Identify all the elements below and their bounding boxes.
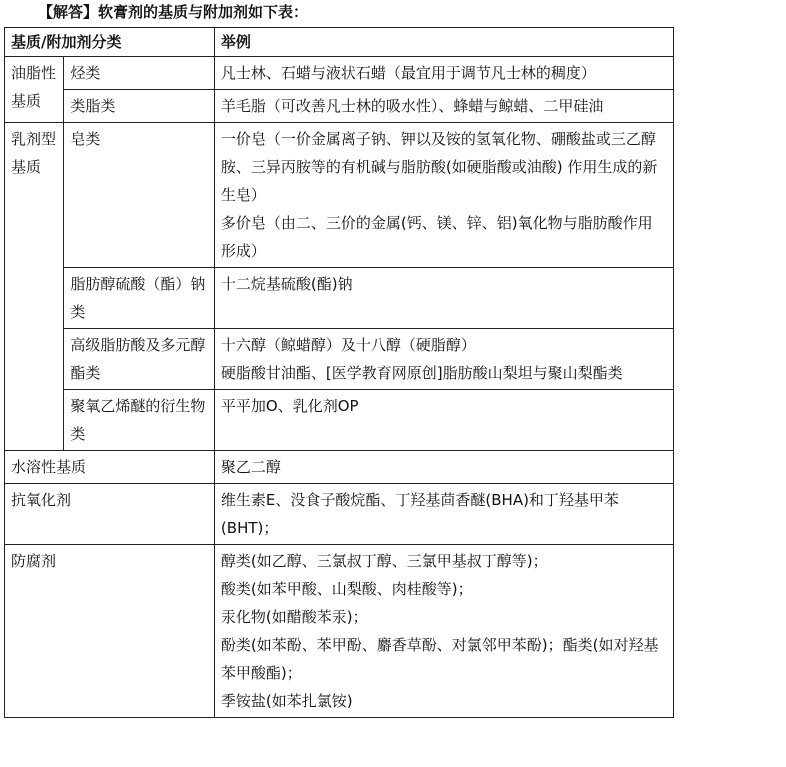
table-row — [5, 545, 674, 718]
example-text: 维生素E、没食子酸烷酯、丁羟基茴香醚(BHA)和丁羟基甲苯(BHT)； — [220, 491, 619, 537]
examples-cell — [214, 545, 673, 718]
table-row — [5, 90, 674, 123]
table-row — [5, 57, 674, 90]
category-cell: 油脂性基质 — [5, 57, 64, 123]
header-examples: 举例 — [214, 28, 673, 57]
category-cell: 防腐剂 — [5, 545, 215, 718]
example-text: 十六醇（鲸蜡醇）及十八醇（硬脂醇） — [220, 336, 476, 354]
subcategory-cell: 类脂类 — [64, 90, 215, 123]
examples-cell — [214, 90, 673, 123]
examples-cell — [214, 329, 673, 390]
example-text: 季铵盐(如苯扎氯铵) — [220, 692, 353, 710]
table-row — [5, 451, 674, 484]
table-row — [5, 123, 674, 268]
example-text: 平平加O、乳化剂OP — [220, 397, 359, 415]
examples-cell — [214, 484, 673, 545]
page-heading: 【解答】软膏剂的基质与附加剂如下表： — [38, 3, 309, 21]
category-cell: 抗氧化剂 — [5, 484, 215, 545]
table-row — [5, 268, 674, 329]
example-text: 酚类(如苯酚、苯甲酚、麝香草酚、对氯邻甲苯酚)；酯类(如对羟基苯甲酸酯)； — [220, 636, 659, 682]
example-text: 多价皂（由二、三价的金属(钙、镁、锌、铝)氧化物与脂肪酸作用形成） — [220, 214, 653, 260]
subcategory-cell: 脂肪醇硫酸（酯）钠类 — [64, 268, 215, 329]
examples-cell — [214, 268, 673, 329]
category-cell: 乳剂型基质 — [5, 123, 64, 451]
example-text: 聚乙二醇 — [220, 458, 281, 476]
examples-cell — [214, 390, 673, 451]
example-text: 羊毛脂（可改善凡士林的吸水性）、蜂蜡与鲸蜡、二甲硅油 — [220, 97, 604, 115]
example-text: 凡士林、石蜡与液状石蜡（最宜用于调节凡士林的稠度） — [220, 64, 596, 82]
examples-cell — [214, 451, 673, 484]
example-text: 汞化物(如醋酸苯汞)； — [220, 608, 368, 626]
subcategory-cell: 皂类 — [64, 123, 215, 268]
header-category: 基质/附加剂分类 — [5, 28, 215, 57]
example-text: 硬脂酸甘油酯、[医学教育网原创]脂肪酸山梨坦与聚山梨酯类 — [220, 364, 623, 382]
example-text: 十二烷基硫酸(酯)钠 — [220, 275, 353, 293]
table-row — [5, 484, 674, 545]
example-text: 酸类(如苯甲酸、山梨酸、肉桂酸等)； — [220, 580, 473, 598]
example-text: 一价皂（一价金属离子钠、钾以及铵的氢氧化物、硼酸盐或三乙醇胺、三异丙胺等的有机碱与脂肪酸(如硬脂酸或油酸) 作用生成的新生皂） — [220, 130, 658, 204]
subcategory-cell: 烃类 — [64, 57, 215, 90]
table-row — [5, 390, 674, 451]
subcategory-cell: 聚氧乙烯醚的衍生物类 — [64, 390, 215, 451]
subcategory-cell: 高级脂肪酸及多元醇酯类 — [64, 329, 215, 390]
category-cell: 水溶性基质 — [5, 451, 215, 484]
example-text: 醇类(如乙醇、三氯叔丁醇、三氯甲基叔丁醇等)； — [220, 552, 548, 570]
examples-cell — [214, 123, 673, 268]
ointment-base-table — [4, 27, 674, 718]
table-header-row — [5, 28, 674, 57]
examples-cell — [214, 57, 673, 90]
table-row — [5, 329, 674, 390]
